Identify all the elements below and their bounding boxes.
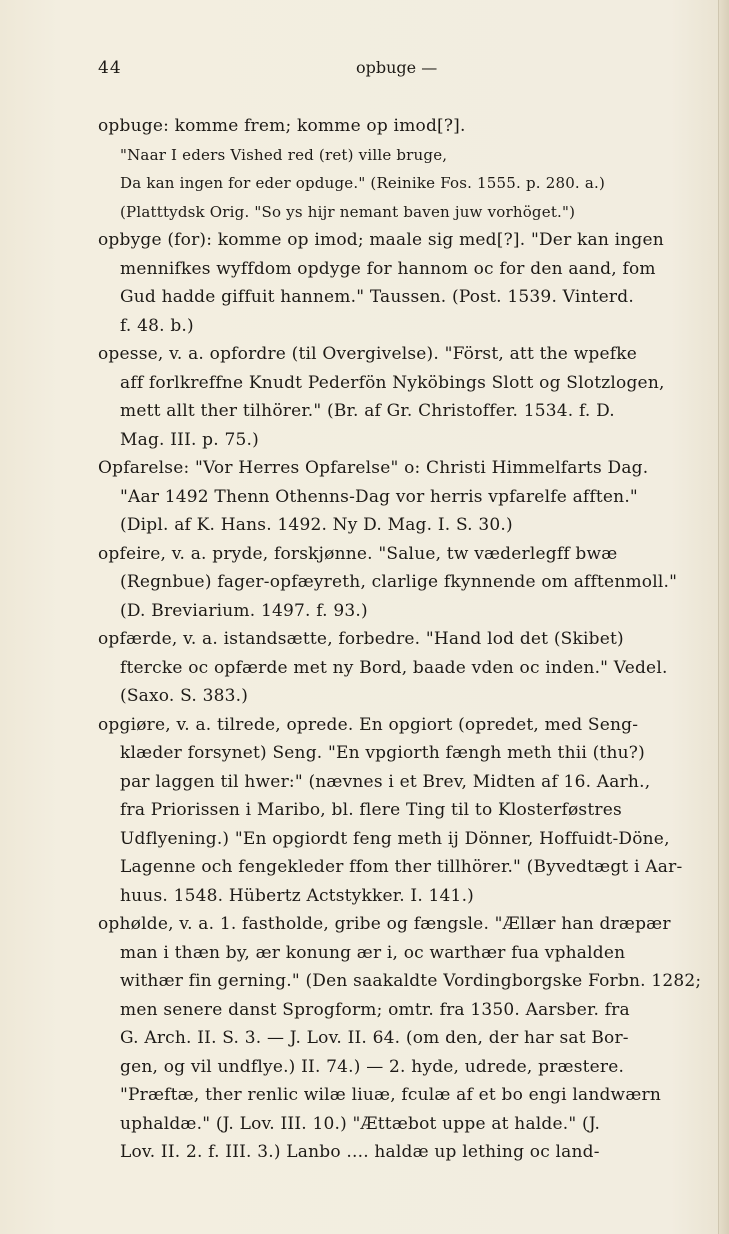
entry-headword-line: opgiøre, v. a. tilrede, oprede. En opgiort (opredet, med Seng- [98, 714, 639, 735]
page-number: 44 [98, 58, 122, 78]
entry-line: par laggen til hwer:" (nævnes i et Brev, Midten af 16. Aarh., [120, 771, 651, 792]
entry-line: aff forlkreffne Knudt Pederfön Nyköbings Slott og Slotzlogen, [120, 372, 665, 393]
entry-line: huus. 1548. Hübertz Actstykker. I. 141.) [120, 885, 475, 906]
entry-line: withær fin gerning." (Den saakaldte Vordingborgske Forbn. 1282; [120, 971, 702, 991]
entry-line: G. Arch. II. S. 3. — J. Lov. II. 64. (om den, der har sat Bor- [120, 1028, 629, 1048]
page-edge [718, 0, 729, 1234]
entry-line: mennifkes wyffdom opdyge for hannom oc for den aand, fom [120, 258, 656, 279]
entry-line: Lagenne och fengekleder ffom ther tillhörer." (Byvedtægt i Aar- [120, 857, 683, 877]
entry-headword-line: opfærde, v. a. istandsætte, forbedre. "Hand lod det (Skibet) [98, 629, 624, 649]
entry-line: Udflyening.) "En opgiordt feng meth ij Dönner, Hoffuidt-Döne, [120, 828, 670, 849]
entry-line: (Platttydsk Orig. "So ys hijr nemant baven juw vorhöget.") [120, 202, 576, 221]
entry-line: Da kan ingen for eder opduge." (Reinike Fos. 1555. p. 280. a.) [120, 174, 606, 192]
entry-headword-line: opesse, v. a. opfordre (til Overgivelse). "Först, att the wpefke [98, 344, 637, 364]
entry-line: klæder forsynet) Seng. "En vpgiorth fængh meth thii (thu?) [120, 743, 645, 763]
entry-line: ftercke oc opfærde met ny Bord, baade vden oc inden." Vedel. [120, 657, 668, 678]
entry-line: fra Priorissen i Maribo, bl. flere Ting til to Klosterføstres [120, 800, 622, 820]
entry-line: (Dipl. af K. Hans. 1492. Ny D. Mag. I. S. 30.) [120, 515, 513, 535]
entry-line: Mag. III. p. 75.) [120, 429, 259, 450]
entry-headword-line: opfeire, v. a. pryde, forskjønne. "Salue, tw væderlegff bwæ [98, 543, 618, 564]
entry-headword-line: opbyge (for): komme op imod; maale sig med[?]. "Der kan ingen [98, 230, 664, 250]
entry-line: uphaldæ." (J. Lov. III. 10.) "Ættæbot uppe at halde." (J. [120, 1113, 601, 1134]
entry-line: man i thæn by, ær konung ær i, oc warthær fua vphalden [120, 942, 626, 963]
entry-line: mett allt ther tilhörer." (Br. af Gr. Christoffer. 1534. f. D. [120, 401, 615, 421]
entry-headword-line: opbuge: komme frem; komme op imod[?]. [98, 116, 466, 136]
entry-line: (Saxo. S. 383.) [120, 686, 249, 706]
entry-line: "Aar 1492 Thenn Othenns-Dag vor herris vpfarelfe afften." [120, 486, 638, 507]
page-header [98, 58, 638, 84]
entry-line: men senere danst Sprogform; omtr. fra 1350. Aarsber. fra [120, 999, 630, 1020]
entry-line: (Regnbue) fager-opfæyreth, clarlige fkynnende om afftenmoll." [120, 572, 678, 592]
entry-line: (D. Breviarium. 1497. f. 93.) [120, 600, 368, 621]
entry-line: f. 48. b.) [120, 315, 194, 336]
entry-headword-line: Opfarelse: "Vor Herres Opfarelse" o: Christi Himmelfarts Dag. [98, 458, 649, 478]
entry-headword-line: ophølde, v. a. 1. fastholde, gribe og fængsle. "Ællær han dræpær [98, 914, 671, 934]
entry-line: "Præftæ, ther renlic wilæ liuæ, fculæ af et bo engi landwærn [120, 1085, 661, 1105]
entry-line: Gud hadde giffuit hannem." Taussen. (Post. 1539. Vinterd. [120, 287, 634, 307]
running-head: opbuge — [356, 58, 438, 77]
entry-line: Lov. II. 2. f. III. 3.) Lanbo .... haldæ up lething oc land- [120, 1142, 600, 1162]
dictionary-entries [98, 112, 706, 1167]
entry-line: gen, og vil undflye.) II. 74.) — 2. hyde, udrede, præstere. [120, 1056, 625, 1077]
entry-line: "Naar I eders Vished red (ret) ville bruge, [120, 145, 448, 164]
